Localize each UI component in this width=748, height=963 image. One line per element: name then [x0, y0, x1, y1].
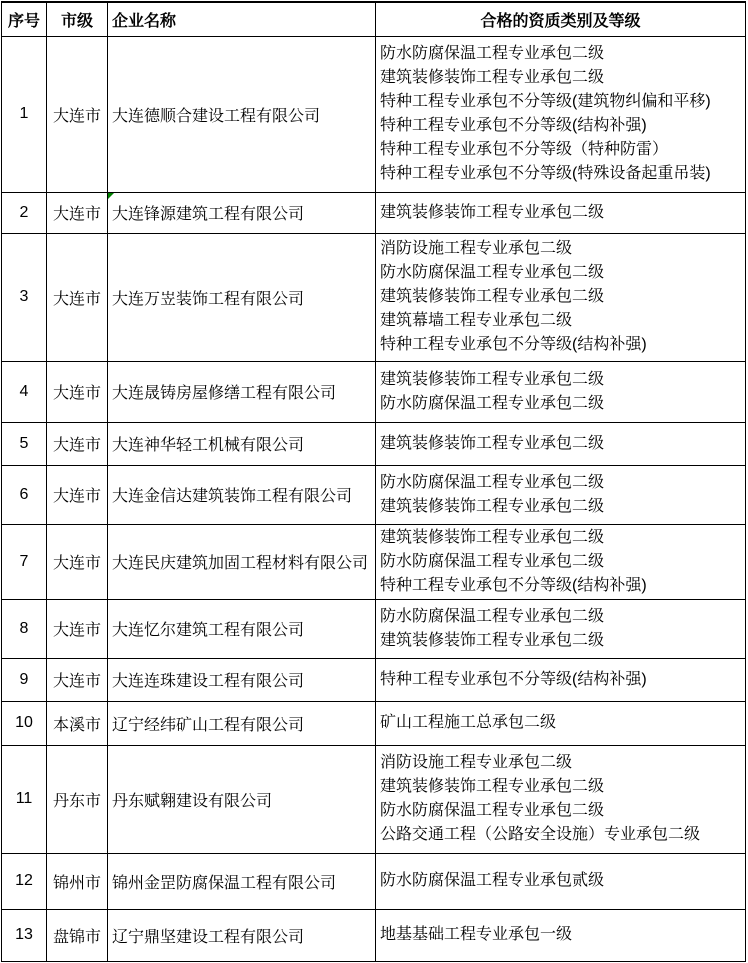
qualification-line: 建筑装修装饰工程专业承包二级: [380, 69, 605, 86]
table-body: [2, 36, 746, 961]
row-number-cell: 1: [2, 36, 47, 192]
qualification-line: 建筑装修装饰工程专业承包二级: [380, 203, 605, 221]
row-number-cell: 3: [2, 233, 47, 361]
row-number-cell: 6: [2, 465, 47, 524]
qualifications-cell: [376, 701, 746, 745]
qualification-table: [1, 1, 746, 962]
company-name: 大连锋源建筑工程有限公司: [112, 206, 305, 223]
company-name: 大连德顺合建设工程有限公司: [112, 107, 321, 125]
company-name-cell: [108, 524, 376, 599]
qualification-line: 特种工程专业承包不分等级(结构补强): [380, 336, 647, 353]
city-cell: 大连市: [47, 192, 108, 233]
company-name-cell: [108, 599, 376, 658]
qualifications-cell: [376, 233, 746, 361]
row-number-cell: 10: [2, 701, 47, 745]
qualification-line: 建筑装修装饰工程专业承包二级: [380, 528, 605, 546]
qualifications-cell: [376, 422, 746, 465]
company-name: 大连神华轻工机械有限公司: [112, 437, 305, 454]
company-name: 辽宁经纬矿山工程有限公司: [112, 716, 305, 734]
qualifications-cell: [376, 658, 746, 701]
qualifications-cell: [376, 745, 746, 853]
row-number-cell: 9: [2, 658, 47, 701]
table-row: [2, 745, 746, 853]
qualifications-cell: [376, 909, 746, 961]
company-name-cell: [108, 361, 376, 422]
qualification-line: 防水防腐保温工程专业承包二级: [380, 802, 605, 819]
qualification-line: 防水防腐保温工程专业承包二级: [380, 394, 605, 412]
company-name: 丹东赋翱建设有限公司: [112, 792, 273, 810]
city-cell: 丹东市: [47, 745, 108, 853]
city-cell: 锦州市: [47, 853, 108, 909]
city-cell: 大连市: [47, 524, 108, 599]
header-row: [2, 2, 746, 36]
company-name-cell: [108, 909, 376, 961]
company-name: 大连连珠建设工程有限公司: [112, 673, 305, 690]
table-header: [2, 2, 746, 36]
qualifications-cell: [376, 465, 746, 524]
qualification-line: 防水防腐保温工程专业承包二级: [380, 607, 605, 625]
qualification-line: 建筑幕墙工程专业承包二级: [380, 312, 573, 329]
qualification-line: 防水防腐保温工程专业承包二级: [380, 45, 605, 62]
qualification-line: 地基基础工程专业承包一级: [380, 926, 573, 943]
city-cell: 大连市: [47, 361, 108, 422]
table-row: [2, 599, 746, 658]
qualification-line: 矿山工程施工总承包二级: [380, 714, 557, 731]
row-number-cell: 4: [2, 361, 47, 422]
row-number-cell: 12: [2, 853, 47, 909]
row-number-cell: 8: [2, 599, 47, 658]
qualification-line: 建筑装修装饰工程专业承包二级: [380, 370, 605, 388]
row-number-cell: 7: [2, 524, 47, 599]
company-name: 大连金信达建筑装饰工程有限公司: [112, 488, 353, 505]
qualification-line: 公路交通工程（公路安全设施）专业承包二级: [380, 826, 701, 843]
company-name: 大连万岦装饰工程有限公司: [112, 290, 305, 308]
qualification-line: 特种工程专业承包不分等级(结构补强): [380, 670, 647, 688]
table-row: [2, 909, 746, 961]
qualification-line: 防水防腐保温工程专业承包二级: [380, 473, 605, 491]
row-number-cell: 13: [2, 909, 47, 961]
company-name-cell: [108, 701, 376, 745]
qualification-line: 防水防腐保温工程专业承包二级: [380, 264, 605, 281]
table-row: [2, 233, 746, 361]
qualification-line: 消防设施工程专业承包二级: [380, 240, 573, 257]
row-number-cell: 2: [2, 192, 47, 233]
qualification-line: 建筑装修装饰工程专业承包二级: [380, 778, 605, 795]
table-row: [2, 422, 746, 465]
city-cell: 大连市: [47, 36, 108, 192]
qualification-line: 特种工程专业承包不分等级(结构补强): [380, 576, 647, 594]
qualifications-cell: [376, 524, 746, 599]
qualification-line: 建筑装修装饰工程专业承包二级: [380, 288, 605, 305]
qualifications-cell: [376, 192, 746, 233]
company-name-cell: [108, 192, 376, 233]
cell-comment-marker-icon: [108, 193, 114, 199]
city-cell: 大连市: [47, 599, 108, 658]
table-row: [2, 853, 746, 909]
qualifications-cell: [376, 361, 746, 422]
qualifications-cell: [376, 853, 746, 909]
table-row: [2, 524, 746, 599]
company-name: 大连民庆建筑加固工程材料有限公司: [112, 555, 369, 572]
company-name-cell: [108, 465, 376, 524]
qualifications-cell: [376, 36, 746, 192]
col-header-qualifications: 合格的资质类别及等级: [376, 2, 746, 36]
company-name-cell: [108, 422, 376, 465]
company-name: 大连忆尔建筑工程有限公司: [112, 622, 305, 639]
table-row: [2, 465, 746, 524]
city-cell: 大连市: [47, 422, 108, 465]
city-cell: 大连市: [47, 233, 108, 361]
company-name: 大连晟铸房屋修缮工程有限公司: [112, 385, 337, 402]
company-name-cell: [108, 658, 376, 701]
col-header-city: 市级: [47, 2, 108, 36]
table-row: [2, 701, 746, 745]
qualification-line: 防水防腐保温工程专业承包贰级: [380, 872, 605, 889]
qualification-line: 防水防腐保温工程专业承包二级: [380, 552, 605, 570]
city-cell: 大连市: [47, 658, 108, 701]
qualification-line: 建筑装修装饰工程专业承包二级: [380, 497, 605, 515]
qualification-line: 特种工程专业承包不分等级(结构补强): [380, 117, 647, 134]
qualification-line: 建筑装修装饰工程专业承包二级: [380, 631, 605, 649]
city-cell: 本溪市: [47, 701, 108, 745]
qualifications-cell: [376, 599, 746, 658]
company-name: 辽宁鼎坚建设工程有限公司: [112, 928, 305, 946]
qualification-line: 消防设施工程专业承包二级: [380, 754, 573, 771]
company-name: 锦州金罡防腐保温工程有限公司: [112, 874, 337, 892]
qualification-line: 特种工程专业承包不分等级（特种防雷）: [380, 141, 669, 158]
row-number-cell: 11: [2, 745, 47, 853]
col-header-no: 序号: [2, 2, 47, 36]
row-number-cell: 5: [2, 422, 47, 465]
qualification-line: 特种工程专业承包不分等级(特殊设备起重吊装): [380, 165, 711, 182]
company-name-cell: [108, 853, 376, 909]
table-row: [2, 36, 746, 192]
col-header-company: 企业名称: [108, 2, 376, 36]
company-name-cell: [108, 745, 376, 853]
qualification-line: 特种工程专业承包不分等级(建筑物纠偏和平移): [380, 93, 711, 110]
city-cell: 大连市: [47, 465, 108, 524]
company-name-cell: [108, 36, 376, 192]
table-row: [2, 361, 746, 422]
qualification-line: 建筑装修装饰工程专业承包二级: [380, 434, 605, 452]
city-cell: 盘锦市: [47, 909, 108, 961]
company-name-cell: [108, 233, 376, 361]
table-row: [2, 192, 746, 233]
table-row: [2, 658, 746, 701]
